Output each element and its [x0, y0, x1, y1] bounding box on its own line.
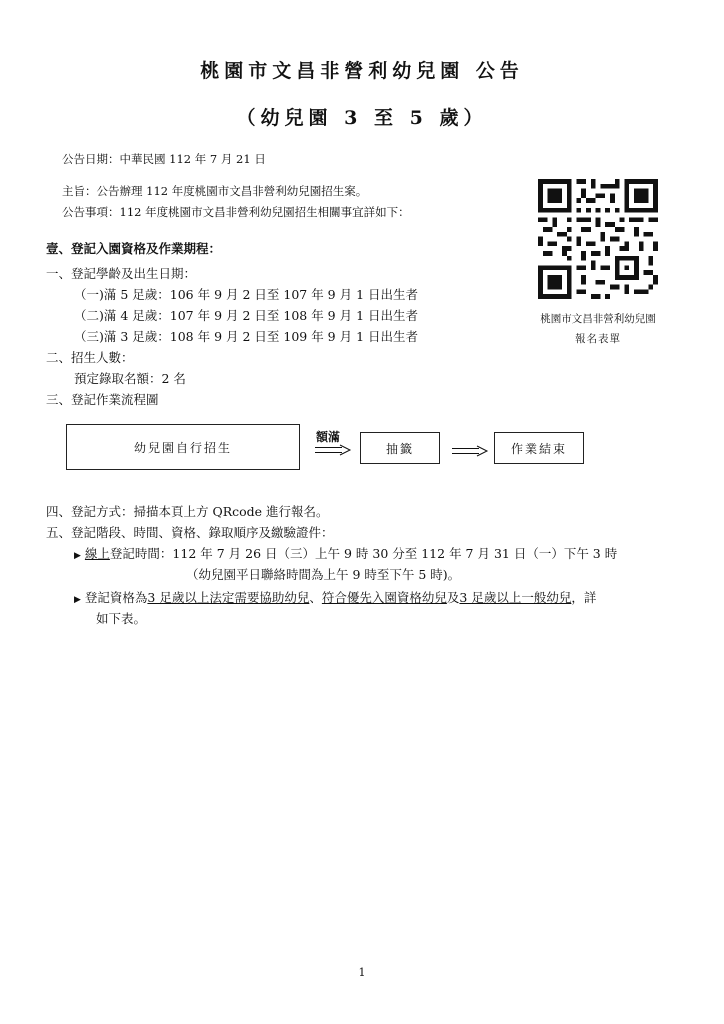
item1-line-1: （一)滿 5 足歲：106 年 9 月 2 日至 107 年 9 月 1 日出生者	[74, 287, 419, 302]
flow-arrow-1-icon	[314, 444, 352, 456]
page-subtitle: （幼兒園 3 至 5 歲）	[236, 107, 488, 129]
page-number: 1	[358, 966, 366, 979]
item3-heading: 三、登記作業流程圖	[46, 392, 159, 407]
qual-line-2: 如下表。	[96, 611, 147, 626]
qr-code[interactable]	[538, 179, 658, 299]
item5-heading: 五、登記階段、時間、資格、錄取順序及繳驗證件：	[46, 525, 334, 540]
qr-caption-line1: 桃園市文昌非營利幼兒園	[540, 313, 656, 325]
matters-line: 公告事項：112 年度桃園市文昌非營利幼兒園招生相關事宜詳如下：	[62, 205, 410, 219]
subject-line: 主旨：公告辦理 112 年度桃園市文昌非營利幼兒園招生案。	[62, 184, 368, 198]
bullet-triangle-icon: ▶	[74, 595, 81, 605]
contact-hours: （幼兒園平日聯絡時間為上午 9 時至下午 5 時)。	[186, 567, 461, 582]
announce-date: 公告日期：中華民國 112 年 7 月 21 日	[62, 152, 266, 166]
flow-arrow-2-icon	[451, 445, 489, 457]
qual-part-1: 登記資格為	[84, 590, 148, 605]
flow-step-self-enroll	[66, 424, 300, 470]
item5-bullet-1	[74, 544, 617, 562]
registration-time: 登記時間：112 年 7 月 26 日（三）上午 9 時 30 分至 112 年 7 月 31 日（一）下午 3 時	[109, 546, 618, 561]
item1-heading: 一、登記學齡及出生日期：	[46, 266, 197, 281]
qual-underline-1: 3 足歲以上法定需要協助幼兒	[147, 590, 310, 605]
qual-underline-2: 符合優先入園資格幼兒	[321, 590, 447, 605]
item4-line: 四、登記方式：掃描本頁上方 QRcode 進行報名。	[46, 504, 329, 519]
flow-step-end-label: 作業結束	[510, 441, 567, 456]
flow-step-lottery-label: 抽籤	[385, 441, 414, 456]
qr-caption-line2: 報名表單	[575, 333, 621, 345]
flow-step-self-enroll-label: 幼兒園自行招生	[133, 440, 232, 455]
item1-line-3: （三)滿 3 足歲：108 年 9 月 2 日至 109 年 9 月 1 日出生者	[74, 329, 419, 344]
item2-detail: 預定錄取名額：2 名	[74, 371, 186, 386]
flow-step-end	[494, 432, 584, 464]
qual-part-2: 、	[309, 590, 322, 605]
qual-underline-3: 3 足歲以上一般幼兒	[459, 590, 572, 605]
flow-full-label: 額滿	[316, 430, 341, 444]
online-label: 線上	[84, 546, 110, 561]
section-heading: 壹、登記入園資格及作業期程：	[46, 241, 222, 256]
page-title: 桃園市文昌非營利幼兒園 公告	[200, 60, 524, 82]
flow-step-lottery	[360, 432, 440, 464]
item2-heading: 二、招生人數：	[46, 350, 134, 365]
qual-part-3: 及	[446, 590, 460, 605]
item1-line-2: （二)滿 4 足歲：107 年 9 月 2 日至 108 年 9 月 1 日出生者	[74, 308, 419, 323]
bullet-triangle-icon: ▶	[74, 551, 81, 561]
item5-bullet-2	[74, 588, 596, 606]
qual-part-4: ，詳	[571, 590, 597, 605]
